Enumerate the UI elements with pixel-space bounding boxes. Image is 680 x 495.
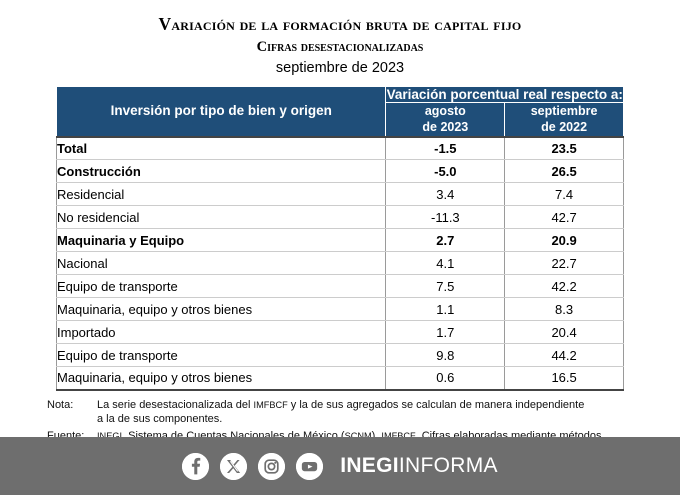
row-value-col1: -5.0 [386, 160, 505, 183]
instagram-icon[interactable] [258, 453, 285, 480]
header-col-1-line1: agosto [424, 104, 466, 118]
note-text-acronym: IMFBCF [253, 399, 288, 410]
row-label: Residencial [57, 183, 386, 206]
row-label: Nacional [57, 252, 386, 275]
row-label: Maquinaria, equipo y otros bienes [57, 367, 386, 390]
row-value-col2: 20.4 [505, 321, 624, 344]
row-value-col1: -1.5 [386, 137, 505, 160]
header-col-1-line2: de 2023 [422, 120, 469, 135]
table-row [57, 367, 624, 390]
row-value-col2: 44.2 [505, 344, 624, 367]
table-row [57, 206, 624, 229]
note-label: Nota: [47, 398, 74, 411]
youtube-icon[interactable] [296, 453, 323, 480]
row-value-col1: 0.6 [386, 367, 505, 390]
row-value-col2: 7.4 [505, 183, 624, 206]
table-body [57, 137, 624, 390]
header-col-2-line1: septiembre [530, 104, 598, 118]
row-value-col2: 20.9 [505, 229, 624, 252]
row-value-col2: 42.7 [505, 206, 624, 229]
row-value-col2: 23.5 [505, 137, 624, 160]
brand-informa: INFORMA [398, 454, 498, 477]
page-title: Variación de la formación bruta de capital fijo [158, 14, 522, 34]
row-value-col2: 8.3 [505, 298, 624, 321]
row-value-col2: 16.5 [505, 367, 624, 390]
note-row [45, 398, 635, 428]
brand-inegi: INEGI [340, 454, 399, 477]
row-label: Equipo de transporte [57, 344, 386, 367]
table-row [57, 252, 624, 275]
row-label: Total [57, 137, 386, 160]
table-header [57, 87, 624, 137]
facebook-icon[interactable] [182, 453, 209, 480]
header-col-2-line2: de 2022 [541, 120, 588, 135]
row-label: Equipo de transporte [57, 275, 386, 298]
data-table [56, 86, 624, 391]
header-row-1 [57, 87, 624, 103]
row-value-col1: 7.5 [386, 275, 505, 298]
header-col-1 [386, 103, 505, 137]
row-value-col1: 3.4 [386, 183, 505, 206]
row-value-col2: 22.7 [505, 252, 624, 275]
page-subtitle: Cifras desestacionalizadas [256, 39, 424, 55]
header-row-label: Inversión por tipo de bien y origen [57, 87, 386, 137]
row-value-col1: 9.8 [386, 344, 505, 367]
row-label: Maquinaria y Equipo [57, 229, 386, 252]
page-date: septiembre de 2023 [275, 60, 405, 76]
table-row [57, 229, 624, 252]
row-value-col1: 2.7 [386, 229, 505, 252]
row-label: Importado [57, 321, 386, 344]
x-twitter-icon[interactable] [220, 453, 247, 480]
table-row [57, 298, 624, 321]
row-value-col1: 4.1 [386, 252, 505, 275]
note-text-line2: a la de sus componentes. [97, 413, 223, 426]
row-label: Construcción [57, 160, 386, 183]
table-row [57, 321, 624, 344]
table-container [56, 86, 624, 391]
header-group-label: Variación porcentual real respecto a: [386, 87, 623, 102]
note-text [97, 398, 635, 428]
table-row [57, 137, 624, 160]
table-row [57, 275, 624, 298]
row-label: No residencial [57, 206, 386, 229]
table-row [57, 160, 624, 183]
row-value-col2: 42.2 [505, 275, 624, 298]
note-text-a: La serie desestacionalizada del [97, 398, 254, 411]
table-row [57, 344, 624, 367]
row-value-col1: -11.3 [386, 206, 505, 229]
table-row [57, 183, 624, 206]
title-block [0, 0, 680, 76]
brand-label [340, 454, 498, 478]
row-label: Maquinaria, equipo y otros bienes [57, 298, 386, 321]
row-value-col2: 26.5 [505, 160, 624, 183]
footer-bar [0, 437, 680, 495]
row-value-col1: 1.7 [386, 321, 505, 344]
row-value-col1: 1.1 [386, 298, 505, 321]
note-text-b: y la de sus agregados se calculan de manera independiente [287, 398, 585, 411]
header-col-2 [505, 103, 624, 137]
